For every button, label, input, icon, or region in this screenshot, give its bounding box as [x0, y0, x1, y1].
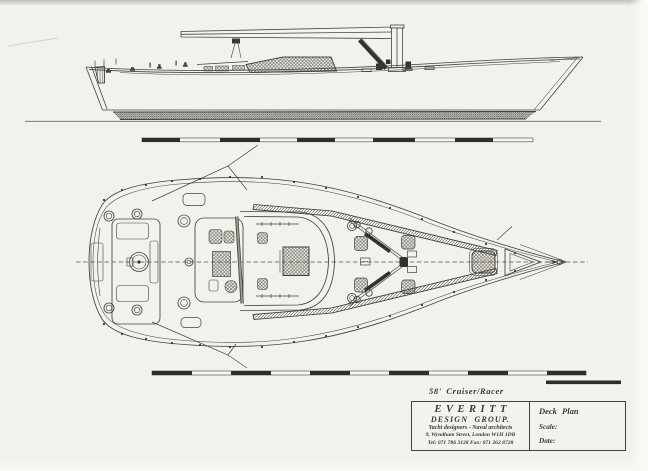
date-field: Date:	[539, 437, 556, 445]
company-name: EVERITT	[434, 404, 511, 415]
aft-deck	[112, 194, 205, 328]
title-block	[411, 401, 626, 451]
scale-bar-fragment	[546, 381, 621, 385]
sprayhood	[246, 57, 337, 73]
transom	[86, 59, 116, 111]
company-suffix: DESIGN GROUP.	[430, 415, 511, 424]
mainsheet-traveler	[236, 217, 244, 304]
title-block-info-cell	[530, 402, 625, 450]
boot-stripe	[113, 112, 536, 120]
scale-field: Scale:	[539, 422, 558, 431]
scale-bar-lower	[152, 371, 621, 384]
title-block-company-cell	[412, 402, 530, 450]
coachroof-profile	[197, 62, 248, 72]
drawing-label: 58' Cruiser/Racer	[429, 386, 504, 396]
fore-hatch	[472, 251, 495, 273]
scale-bar-upper	[142, 138, 533, 142]
drawing-title: Deck Plan	[539, 406, 579, 416]
company-address: 9, Wyndham Street, London W1H 1DB	[425, 432, 516, 438]
boom-vang-highlight	[362, 39, 389, 68]
steering-wheel	[127, 253, 149, 272]
company-tagline: Yacht designers - Naval architects	[428, 425, 513, 431]
hull-bottom-and-stem	[103, 57, 584, 110]
coachroof-plan	[240, 212, 335, 311]
profile-view	[25, 25, 601, 121]
scan-crease	[8, 38, 58, 46]
company-contact: Tel: 071 786 3128 Fax: 071 262 8728	[427, 440, 514, 446]
